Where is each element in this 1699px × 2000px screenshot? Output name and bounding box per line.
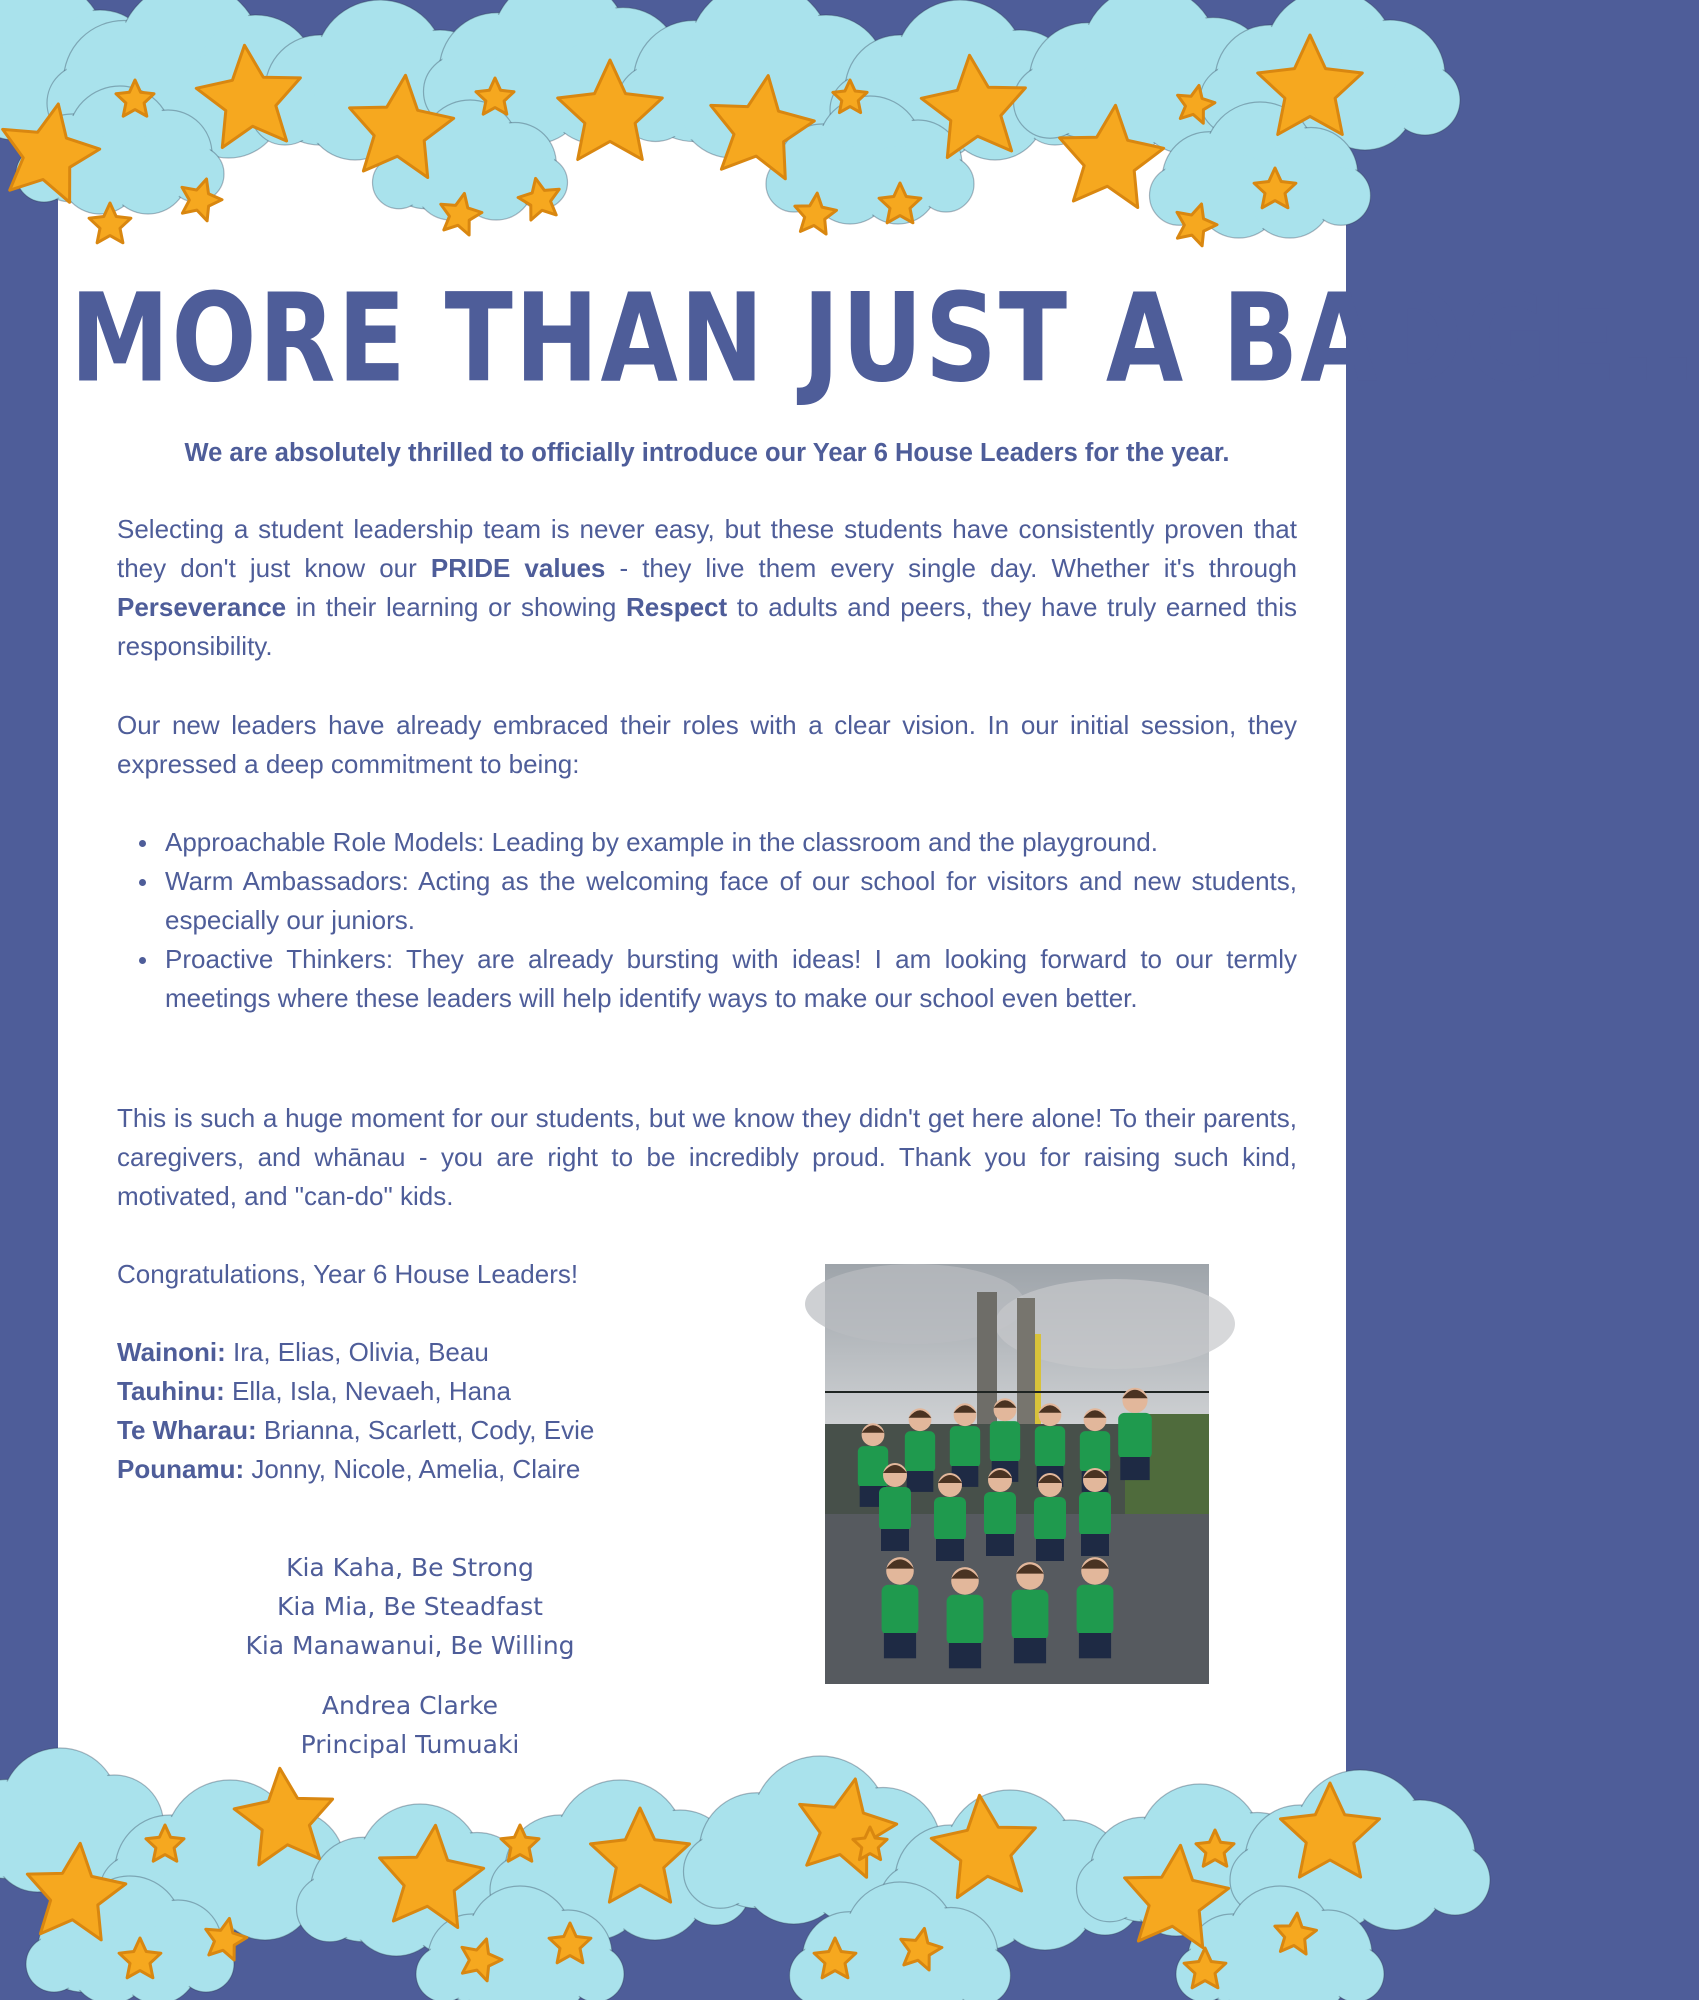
house-name: Te Wharau: bbox=[117, 1415, 257, 1445]
principal-name: Andrea Clarke bbox=[321, 1691, 499, 1720]
motto-line: Kia Manawanui, Be Willing bbox=[245, 1631, 575, 1660]
paragraph-text: to adults and peers, they have truly earned this responsibility. bbox=[117, 592, 1297, 661]
house-row-tauhinu bbox=[117, 1372, 594, 1411]
house-name: Wainoni: bbox=[117, 1337, 226, 1367]
list-item: Proactive Thinkers: They are already bursting with ideas! I am looking forward to our termly meetings where these leaders will help identify ways to make our school even better. bbox=[117, 940, 1297, 1018]
signature-block bbox=[150, 1686, 670, 1764]
bold-respect: Respect bbox=[626, 592, 728, 622]
leader-names: Jonny, Nicole, Amelia, Claire bbox=[244, 1454, 581, 1484]
principal-title: Principal Tumuaki bbox=[300, 1730, 520, 1759]
list-item: Approachable Role Models: Leading by example in the classroom and the playground. bbox=[117, 823, 1297, 862]
headline: MORE THAN JUST A BADGE.. bbox=[70, 267, 1699, 410]
intro-text: We are absolutely thrilled to officially introduce our Year 6 House Leaders for the year. bbox=[184, 439, 1230, 467]
paragraph-thanks: This is such a huge moment for our students, but we know they didn't get here alone! To their parents, caregivers, and whānau - you are right to be incredibly proud. Thank you for raising such kind, motivated, and "can-do" kids. bbox=[117, 1103, 1297, 1211]
paragraph-vision: Our new leaders have already embraced their roles with a clear vision. In our initial session, they expressed a deep commitment to being: bbox=[117, 710, 1297, 779]
house-leaders-list bbox=[117, 1333, 594, 1489]
paragraph-pride-values bbox=[117, 510, 1297, 666]
commitment-list bbox=[117, 823, 1297, 1018]
leader-names: Ella, Isla, Nevaeh, Hana bbox=[224, 1376, 511, 1406]
paragraph-text: in their learning or showing bbox=[286, 592, 627, 622]
bold-pride-values: PRIDE values bbox=[430, 553, 606, 583]
house-row-wainoni bbox=[117, 1333, 594, 1372]
house-name: Pounamu: bbox=[117, 1454, 245, 1484]
house-row-te-wharau bbox=[117, 1411, 594, 1450]
school-motto bbox=[150, 1548, 670, 1665]
group-photo bbox=[825, 1264, 1209, 1684]
house-name: Tauhinu: bbox=[117, 1376, 225, 1406]
paragraph-text: Selecting a student leadership team is never easy, but these students have consistently proven that they don't just know our bbox=[117, 514, 1297, 583]
leader-names: Brianna, Scarlett, Cody, Evie bbox=[256, 1415, 595, 1445]
house-row-pounamu bbox=[117, 1450, 594, 1489]
leader-names: Ira, Elias, Olivia, Beau bbox=[225, 1337, 489, 1367]
list-item: Warm Ambassadors: Acting as the welcoming face of our school for visitors and new students, especially our juniors. bbox=[117, 862, 1297, 940]
paragraph-text: - they live them every single day. Whether it's through bbox=[605, 553, 1297, 583]
motto-line: Kia Mia, Be Steadfast bbox=[276, 1592, 543, 1621]
bold-perseverance: Perseverance bbox=[117, 592, 287, 622]
motto-line: Kia Kaha, Be Strong bbox=[286, 1553, 534, 1582]
group-photo-illustration bbox=[825, 1264, 1209, 1684]
congratulations-line: Congratulations, Year 6 House Leaders! bbox=[117, 1259, 579, 1289]
